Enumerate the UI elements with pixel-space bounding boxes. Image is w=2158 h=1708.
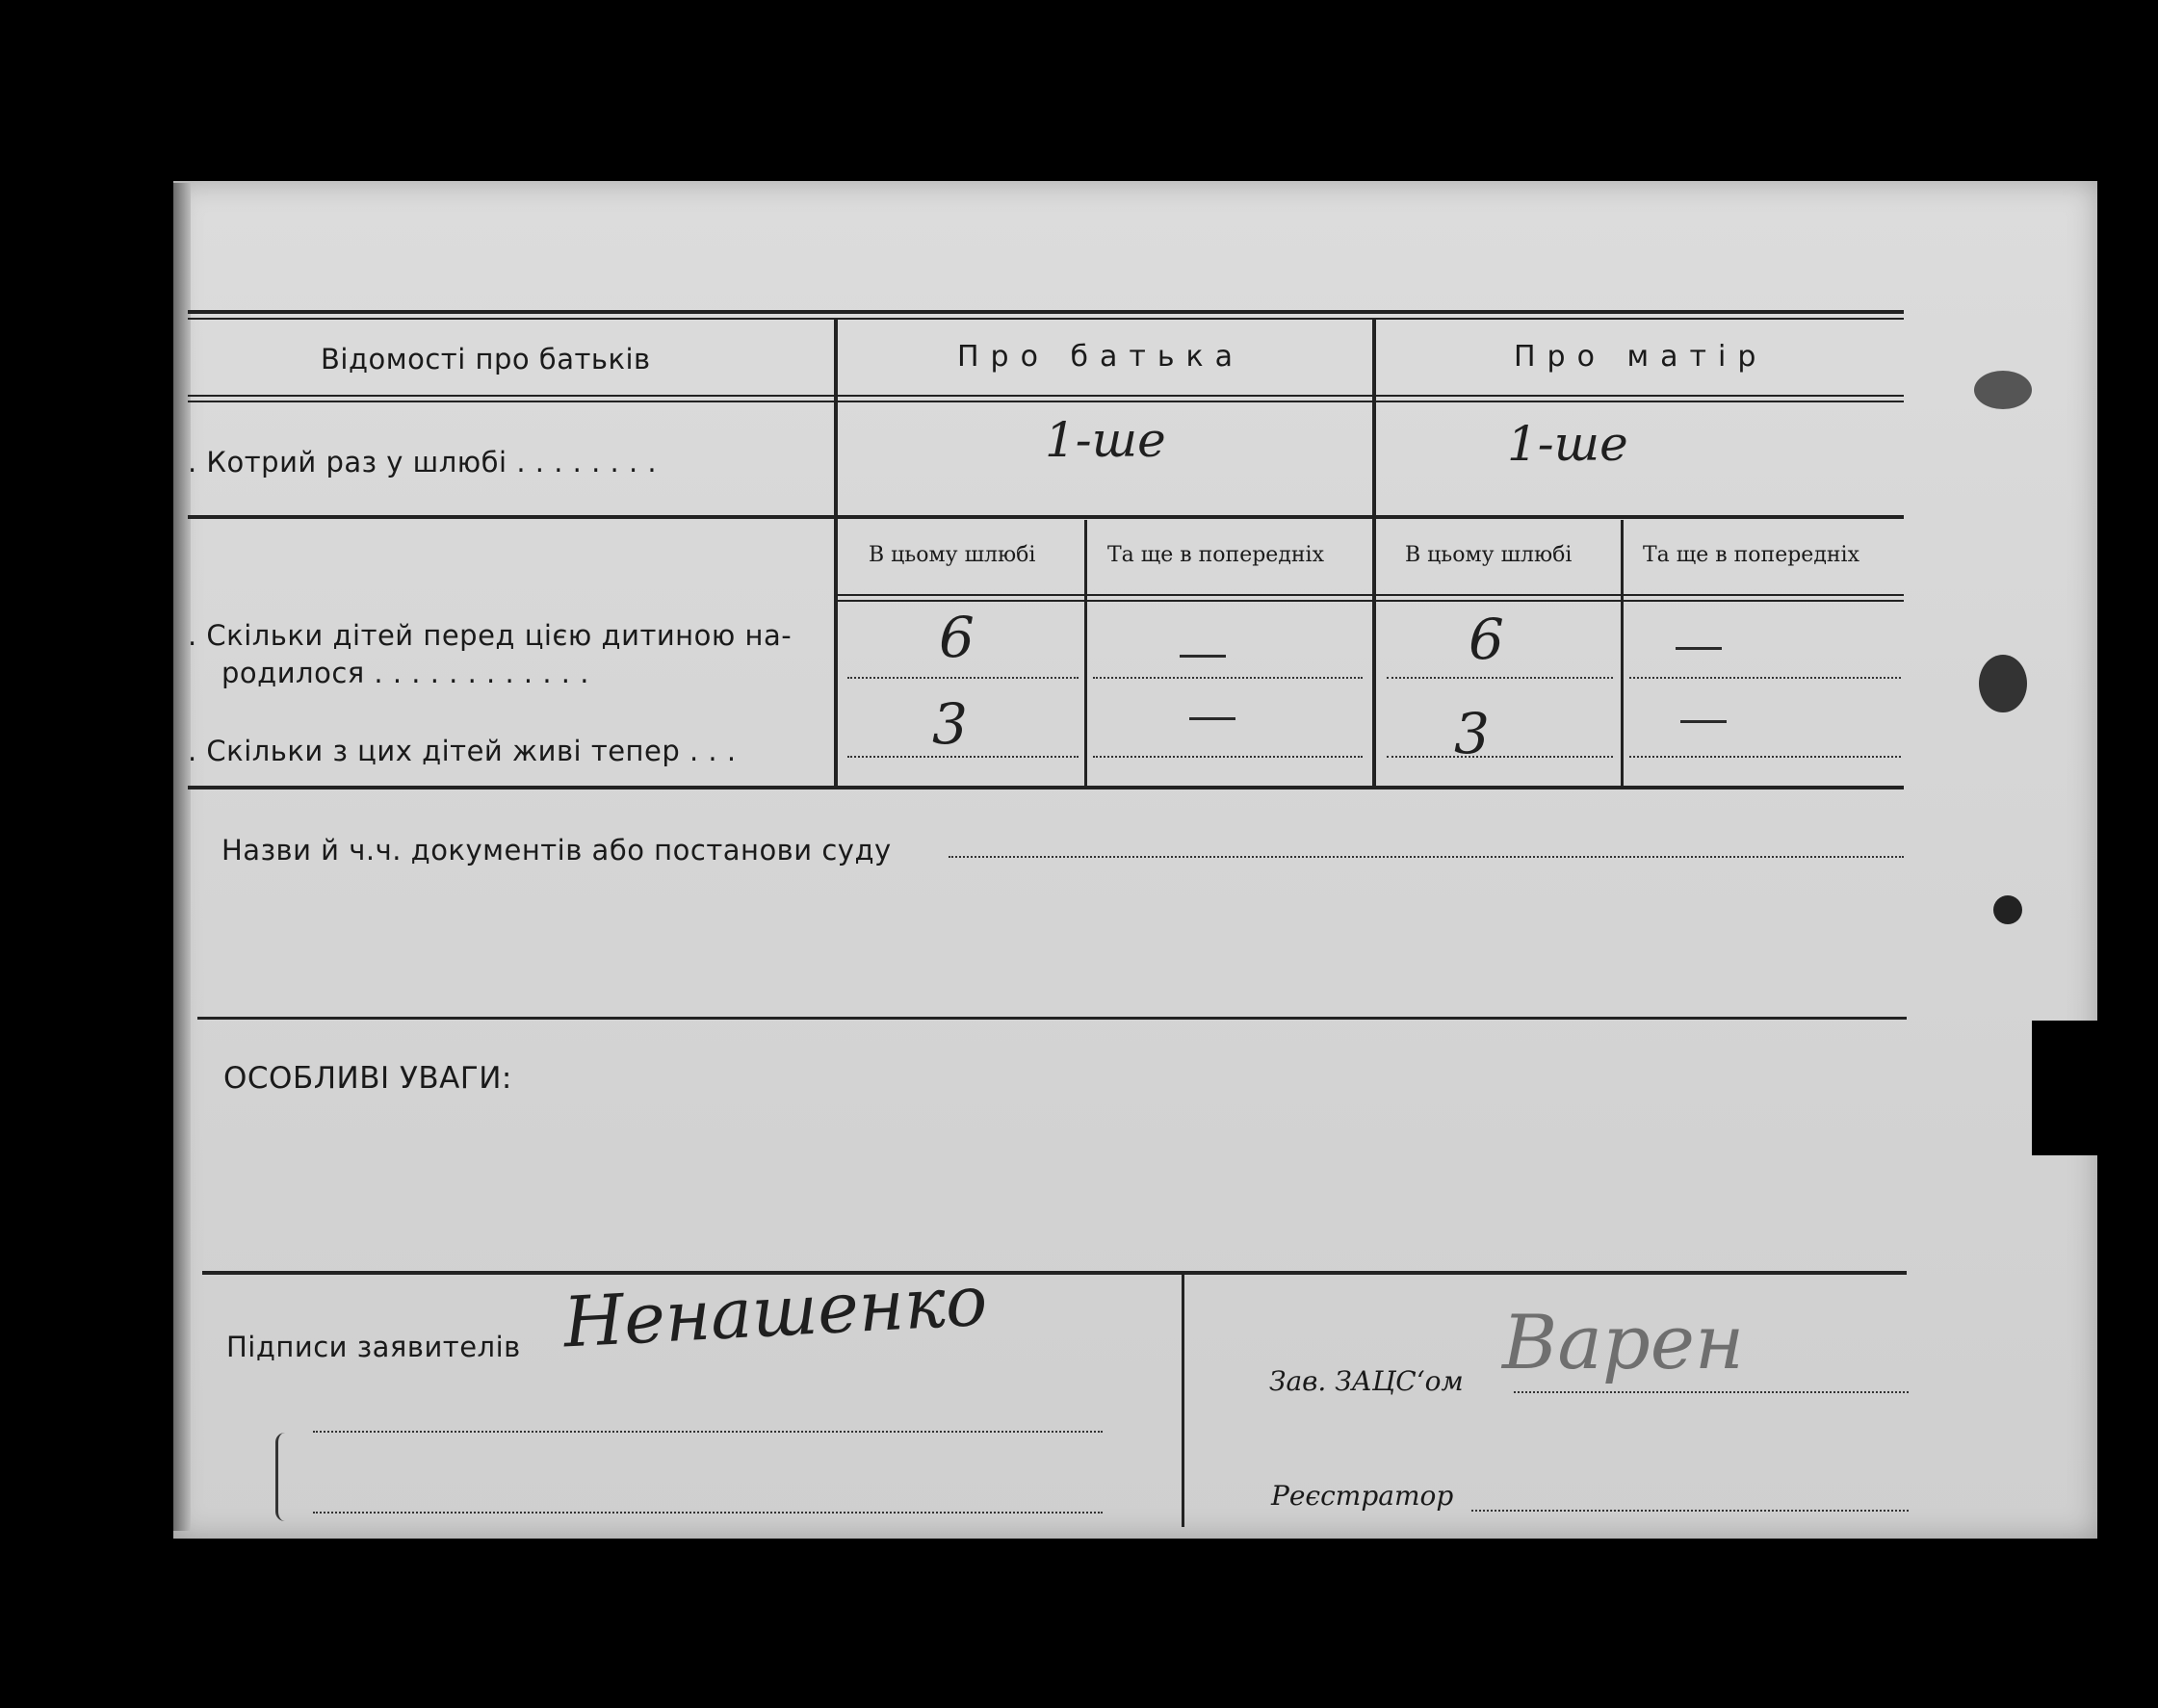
mother-children-alive-this: 3 (1454, 701, 1490, 766)
marriage-row-bottom-rule (188, 515, 1904, 519)
registrar-label: Реєстратор (1271, 1480, 1454, 1512)
documents-label: Назви й ч.ч. документів або постанови суду (221, 834, 892, 867)
father-subcolumn-divider (1084, 520, 1087, 786)
paper-damage (1993, 895, 2022, 924)
mother-children-alive-previous-dash (1680, 720, 1727, 723)
signature-divider (1182, 1275, 1184, 1527)
marriage-count-label: . Котрий раз у шлюбі . . . . . . . . (188, 446, 658, 479)
table-bottom-rule (188, 786, 1904, 789)
father-children-born-this: 6 (939, 605, 975, 670)
applicant-signature: Ненашенко (561, 1259, 990, 1363)
father-marriage-count: 1-ше (1045, 412, 1166, 468)
alive-row-line-m1 (1387, 756, 1613, 758)
header-father: Про батька (957, 340, 1245, 374)
paper-edge (173, 183, 191, 1531)
paper-damage (1974, 371, 2032, 409)
column-divider-2 (1372, 320, 1376, 786)
applicant-line-2 (313, 1512, 1103, 1514)
subheader-father-previous: Та ще в попередніх (1107, 543, 1324, 567)
children-born-label-line1: . Скільки дітей перед цією дитиною на- (188, 619, 793, 652)
table-top-rule-thin (188, 318, 1904, 320)
notes-bottom-rule (202, 1271, 1907, 1275)
alive-row-line-m2 (1629, 756, 1901, 758)
subheader-bottom-rule (838, 594, 1904, 596)
documents-bottom-rule (197, 1017, 1907, 1020)
table-top-rule (188, 310, 1904, 314)
applicants-brace (275, 1433, 292, 1521)
alive-row-line-f1 (847, 756, 1079, 758)
subheader-father-this-marriage: В цьому шлюбі (869, 543, 1036, 567)
subheader-mother-this-marriage: В цьому шлюбі (1405, 543, 1573, 567)
applicant-line-1 (313, 1431, 1103, 1433)
subheader-mother-previous: Та ще в попередніх (1643, 543, 1859, 567)
header-mother: Про матір (1514, 340, 1768, 374)
born-row-line-m1 (1387, 677, 1613, 679)
children-alive-label: . Скільки з цих дітей живі тепер . . . (188, 735, 737, 767)
paper-damage (2032, 1021, 2099, 1155)
special-notes-label: ОСОБЛИВІ УВАГИ: (223, 1061, 512, 1096)
mother-marriage-count: 1-ше (1507, 416, 1628, 472)
born-row-line-m2 (1629, 677, 1901, 679)
header-bottom-rule (188, 395, 1904, 397)
paper-damage (1979, 655, 2027, 712)
father-children-alive-this: 3 (932, 691, 968, 757)
alive-row-line-f2 (1093, 756, 1363, 758)
mother-children-born-previous-dash (1676, 647, 1722, 650)
applicants-signature-label: Підписи заявителів (226, 1331, 521, 1363)
header-bottom-rule-2 (188, 401, 1904, 402)
documents-line (949, 856, 1904, 858)
registrar-line (1471, 1510, 1909, 1512)
born-row-line-f1 (847, 677, 1079, 679)
header-parents-info: Відомості про батьків (321, 343, 651, 375)
born-row-line-f2 (1093, 677, 1363, 679)
head-of-registry-signature: Варен (1502, 1300, 1745, 1386)
head-of-registry-label: Зав. ЗАЦС‘ом (1269, 1365, 1464, 1397)
subheader-bottom-rule-2 (838, 600, 1904, 602)
mother-children-born-this: 6 (1469, 607, 1504, 672)
father-children-alive-previous-dash (1189, 717, 1235, 720)
father-children-born-previous-dash (1180, 655, 1226, 658)
mother-subcolumn-divider (1621, 520, 1624, 786)
children-born-label-line2: родилося . . . . . . . . . . . . (221, 657, 589, 689)
column-divider-1 (834, 320, 838, 786)
head-of-registry-line (1514, 1391, 1909, 1393)
